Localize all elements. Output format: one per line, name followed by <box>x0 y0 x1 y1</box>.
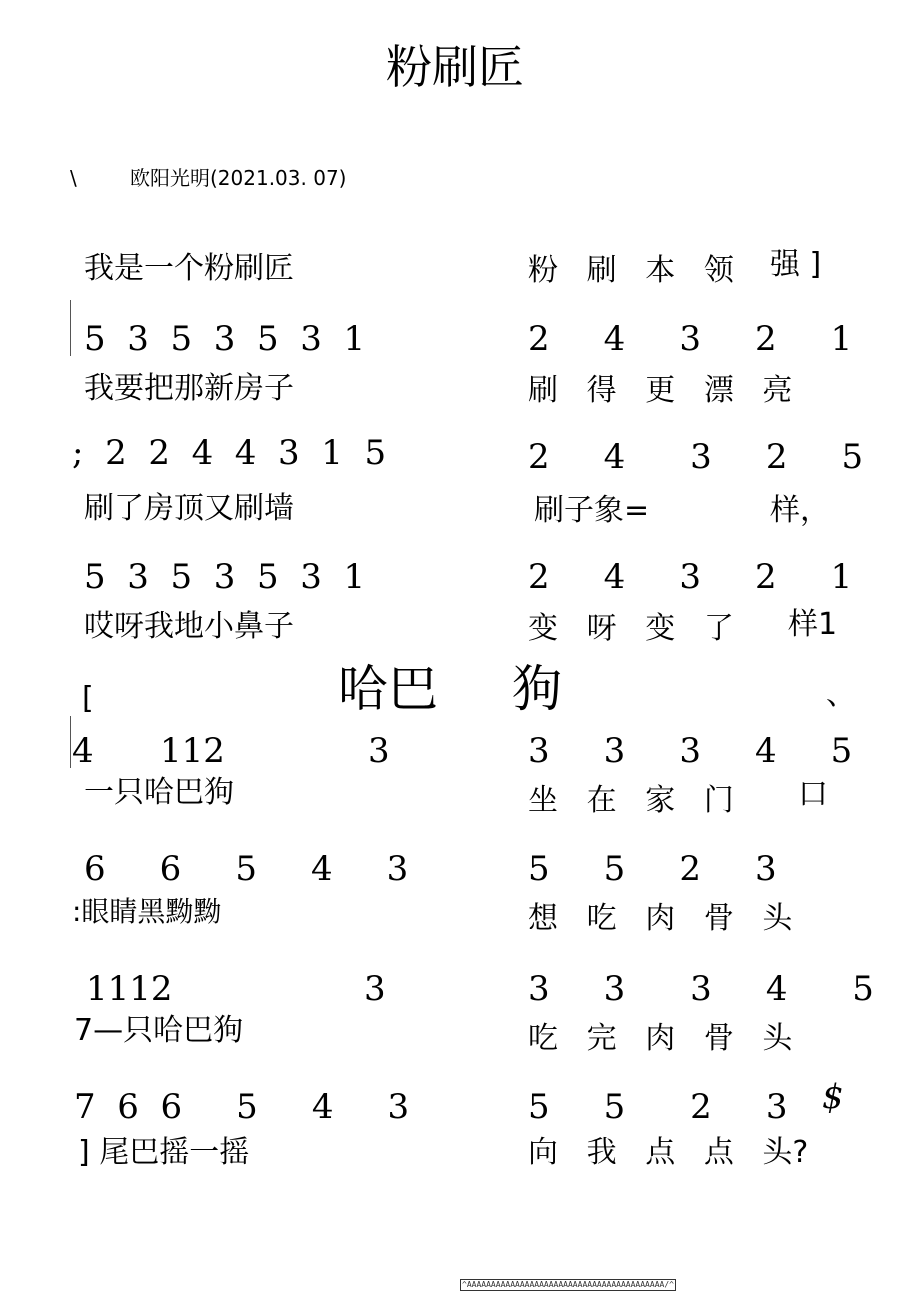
right-s2-row2-numbers: 5 5 2 3 <box>528 849 777 889</box>
right-row4-tail: 样1 <box>788 607 838 642</box>
right-s2-row1-lyric: 坐 在 家 门 <box>528 783 734 818</box>
left-row1-clip <box>74 210 377 240</box>
author-line: 欧阳光明(2021.03. 07) <box>130 166 347 190</box>
left-s2-row4-lyric: ] 尾巴摇一摇 <box>78 1135 250 1170</box>
right-row0-clip <box>528 178 798 194</box>
dollar-mark: $ <box>822 1077 844 1117</box>
left-row2-numbers: 5 3 5 3 5 3 1 <box>84 319 366 359</box>
right-row3-lyric: 刷子象= <box>534 493 650 528</box>
footer-strip: ^AAAAAAAAAAAAAAAAAAAAAAAAAAAAAAAAAAAAAAAAA/^ <box>460 1279 676 1291</box>
comma-mark: 、 <box>826 677 856 712</box>
section-heading-gou: 狗 <box>512 660 562 718</box>
left-row4-numbers: 5 3 5 3 5 3 1 <box>84 557 366 597</box>
right-s2-row4-numbers: 5 5 2 3 <box>528 1087 788 1127</box>
right-row1-tail: 强 ] <box>770 247 822 282</box>
left-s2-row3-lyric: 7—只哈巴狗 <box>74 1013 244 1048</box>
right-s2-row2-lyric: 想 吃 肉 骨 头 <box>528 901 793 936</box>
right-s2-row1-numbers: 3 3 3 4 5 <box>528 731 853 771</box>
left-row4-lyric: 哎呀我地小鼻子 <box>84 609 294 644</box>
section-heading-haba: 哈巴 <box>338 660 438 718</box>
open-bracket: [ <box>82 681 94 716</box>
right-s2-row1-tail: 口 <box>798 777 828 812</box>
right-row3-tail: 样， <box>770 493 830 528</box>
bar-line-2 <box>70 716 71 768</box>
left-s2-row1-b: 112 <box>160 731 225 771</box>
left-s2-row3-a: 1112 <box>86 969 173 1009</box>
left-s2-row1-lyric: 一只哈巴狗 <box>84 775 234 810</box>
backslash-mark: \ <box>70 166 77 190</box>
left-row2-lyric: 我要把那新房子 <box>84 371 294 406</box>
left-s2-row2-numbers: 6 6 5 4 3 <box>84 849 409 889</box>
right-row1-lyric: 粉 刷 本 领 <box>528 253 734 288</box>
left-s2-row2-lyric: :眼睛黑黝黝 <box>72 895 222 928</box>
right-row4-lyric: 变 呀 变 了 <box>528 611 734 646</box>
left-s2-row1-c: 3 <box>368 731 390 771</box>
left-row3-lyric: 刷了房顶又刷墙 <box>84 491 294 526</box>
page-title: 粉刷匠 <box>386 40 524 94</box>
right-s2-row3-numbers: 3 3 3 4 5 <box>528 969 874 1009</box>
left-row1-lyric: 我是一个粉刷匠 <box>84 251 294 286</box>
right-s2-row3-lyric: 吃 完 肉 骨 头 <box>528 1021 793 1056</box>
left-row3-numbers: ; 2 2 4 4 3 1 5 <box>72 433 387 473</box>
left-s2-row1-a: 4 <box>72 731 94 771</box>
right-row3-numbers: 2 4 3 2 5 <box>528 437 864 477</box>
left-s2-row3-b: 3 <box>364 969 386 1009</box>
right-s2-row4-lyric: 向 我 点 点 头? <box>528 1135 809 1170</box>
bar-line <box>70 300 71 356</box>
left-s2-row4-numbers: 7 6 6 5 4 3 <box>74 1087 410 1127</box>
right-row2-numbers: 2 4 3 2 1 <box>528 319 853 359</box>
right-row4-numbers: 2 4 3 2 1 <box>528 557 853 597</box>
right-row2-lyric: 刷 得 更 漂 亮 <box>528 373 793 408</box>
